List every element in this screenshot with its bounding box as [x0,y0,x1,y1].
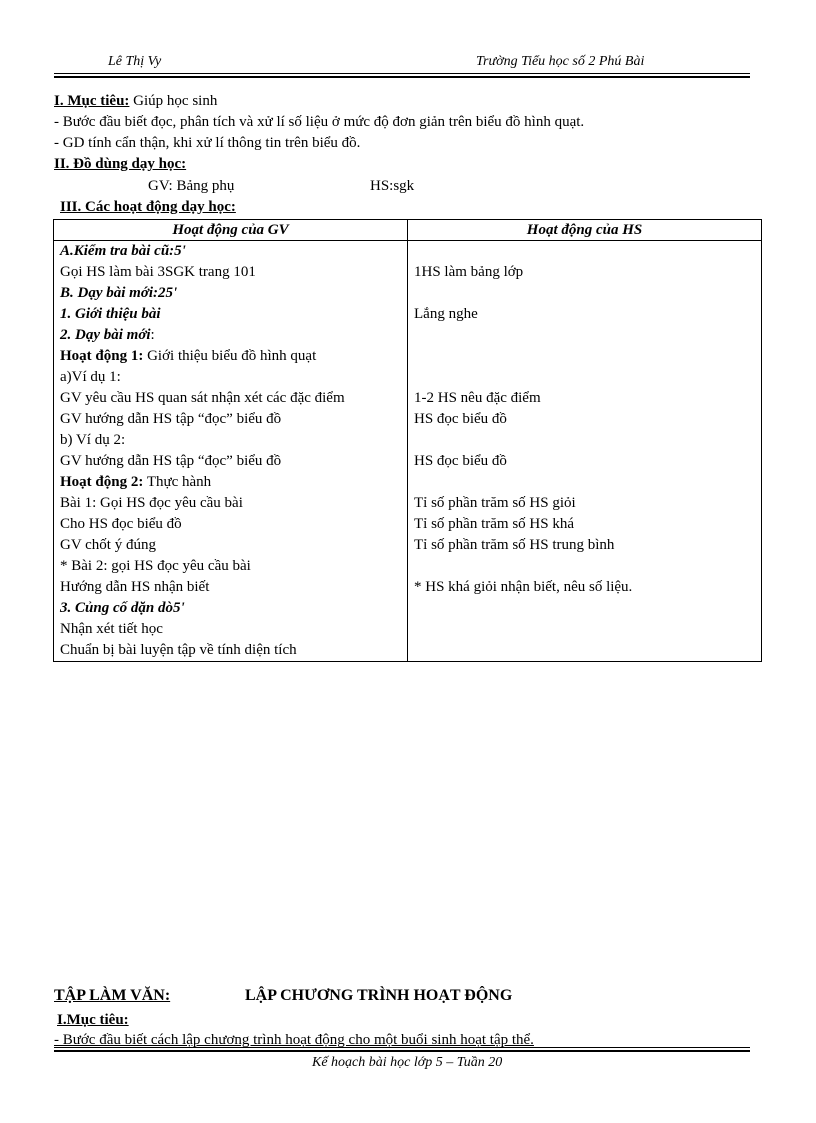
hs-line: Tỉ số phần trăm số HS khá [414,516,574,532]
materials-title: II. Đồ dùng dạy học: [54,156,187,172]
table-header-gv: Hoạt động của GV [54,220,408,241]
hs-line: Lắng nghe [414,306,478,322]
gv-line-text: Thực hành [143,474,212,490]
gv-line [60,283,401,304]
next-objective-line: - Bước đầu biết cách lập chương trình hoạt động cho một buổi sinh hoạt tập thể. [54,1032,534,1048]
hs-line [414,241,755,262]
next-objective-title: I.Mục tiêu: [57,1012,129,1028]
gv-line-text: * Bài 2: gọi HS đọc yêu cầu bài [60,558,251,574]
gv-line [60,493,401,514]
header-teacher: Lê Thị Vy [108,54,162,69]
hs-line: 1-2 HS nêu đặc điểm [414,390,541,406]
gv-line-text: GV hướng dẫn HS tập “đọc” biểu đồ [60,411,282,427]
gv-line [60,451,401,472]
hs-line [414,367,755,388]
gv-activities-cell [54,241,408,662]
header-rule-bottom [54,76,750,78]
gv-line [60,367,401,388]
hs-line: Tỉ số phần trăm số HS trung bình [414,537,615,553]
hs-line [414,598,755,619]
footer-text: Kế hoạch bài học lớp 5 – Tuần 20 [312,1055,503,1070]
gv-line [60,640,401,661]
gv-line [60,472,401,493]
table-header-row [54,220,762,241]
hs-line: HS đọc biểu đồ [414,411,507,427]
gv-line-text: Gọi HS làm bài 3SGK trang 101 [60,264,256,280]
gv-line-text: Hướng dẫn HS nhận biết [60,579,210,595]
materials-hs: HS:sgk [370,178,415,194]
gv-line [60,262,401,283]
hs-line: HS đọc biểu đồ [414,453,507,469]
gv-line [60,388,401,409]
gv-line-text: Chuẩn bị bài luyện tập về tính diện tích [60,642,297,658]
objective-item-1: - Bước đầu biết đọc, phân tích và xử lí số liệu ở mức độ đơn giản trên biểu đồ hình quạt. [54,114,585,130]
hs-activities-cell [408,241,762,662]
hs-line [414,619,755,640]
gv-line-text: b) Ví dụ 2: [60,432,126,448]
next-lesson-subject: TẬP LÀM VĂN: [54,987,171,1004]
table-header-hs: Hoạt động của HS [408,220,762,241]
gv-line-heading: 3. Củng cố dặn dò5' [60,600,185,616]
gv-line [60,556,401,577]
objectives-intro: Giúp học sinh [129,93,218,109]
objectives-heading [54,91,217,112]
gv-line-text: Cho HS đọc biểu đồ [60,516,182,532]
gv-line-heading: B. Dạy bài mới:25' [60,285,178,301]
gv-line-text: Nhận xét tiết học [60,621,163,637]
gv-line-text: Giới thiệu biểu đồ hình quạt [143,348,317,364]
gv-line [60,577,401,598]
hs-line [414,640,755,661]
hs-line: 1HS làm bảng lớp [414,264,524,280]
activities-title: III. Các hoạt động dạy học: [60,199,236,215]
hs-line [414,430,755,451]
hs-line [414,283,755,304]
hs-line [414,346,755,367]
gv-line-text: Bài 1: Gọi HS đọc yêu cầu bài [60,495,243,511]
gv-line [60,409,401,430]
hs-line: Tỉ số phần trăm số HS giỏi [414,495,576,511]
gv-line-text: GV chốt ý đúng [60,537,156,553]
gv-line [60,430,401,451]
footer-rule-bottom [54,1050,750,1052]
gv-line [60,619,401,640]
gv-line-text: : [150,327,155,343]
gv-line-text: GV yêu cầu HS quan sát nhận xét các đặc điểm [60,390,345,406]
gv-line [60,325,401,346]
gv-line-heading: 1. Giới thiệu bài [60,306,161,322]
next-lesson-title: LẬP CHƯƠNG TRÌNH HOẠT ĐỘNG [245,987,513,1004]
gv-line [60,304,401,325]
table-body-row [54,241,762,662]
gv-line-heading: 2. Dạy bài mới [60,327,151,343]
gv-line [60,514,401,535]
gv-line-heading: Hoạt động 2: [60,474,144,490]
gv-line [60,241,401,262]
header-school: Trường Tiểu học số 2 Phú Bài [476,54,645,69]
materials-gv: GV: Bảng phụ [148,178,235,194]
header-rule-top [54,73,750,74]
hs-line [414,325,755,346]
gv-line-text: GV hướng dẫn HS tập “đọc” biểu đồ [60,453,282,469]
hs-line [414,556,755,577]
gv-line [60,598,401,619]
gv-line [60,346,401,367]
hs-line: * HS khá giỏi nhận biết, nêu số liệu. [414,579,633,595]
gv-line [60,535,401,556]
gv-line-text: a)Ví dụ 1: [60,369,121,385]
hs-line [414,472,755,493]
objectives-title: I. Mục tiêu: [54,93,130,109]
gv-line-heading: Hoạt động 1: [60,348,144,364]
activities-table [53,219,762,662]
gv-line-heading: A.Kiểm tra bài cũ:5' [60,243,186,259]
objective-item-2: - GD tính cẩn thận, khi xử lí thông tin trên biểu đồ. [54,135,361,151]
footer-rule-top [54,1047,750,1048]
